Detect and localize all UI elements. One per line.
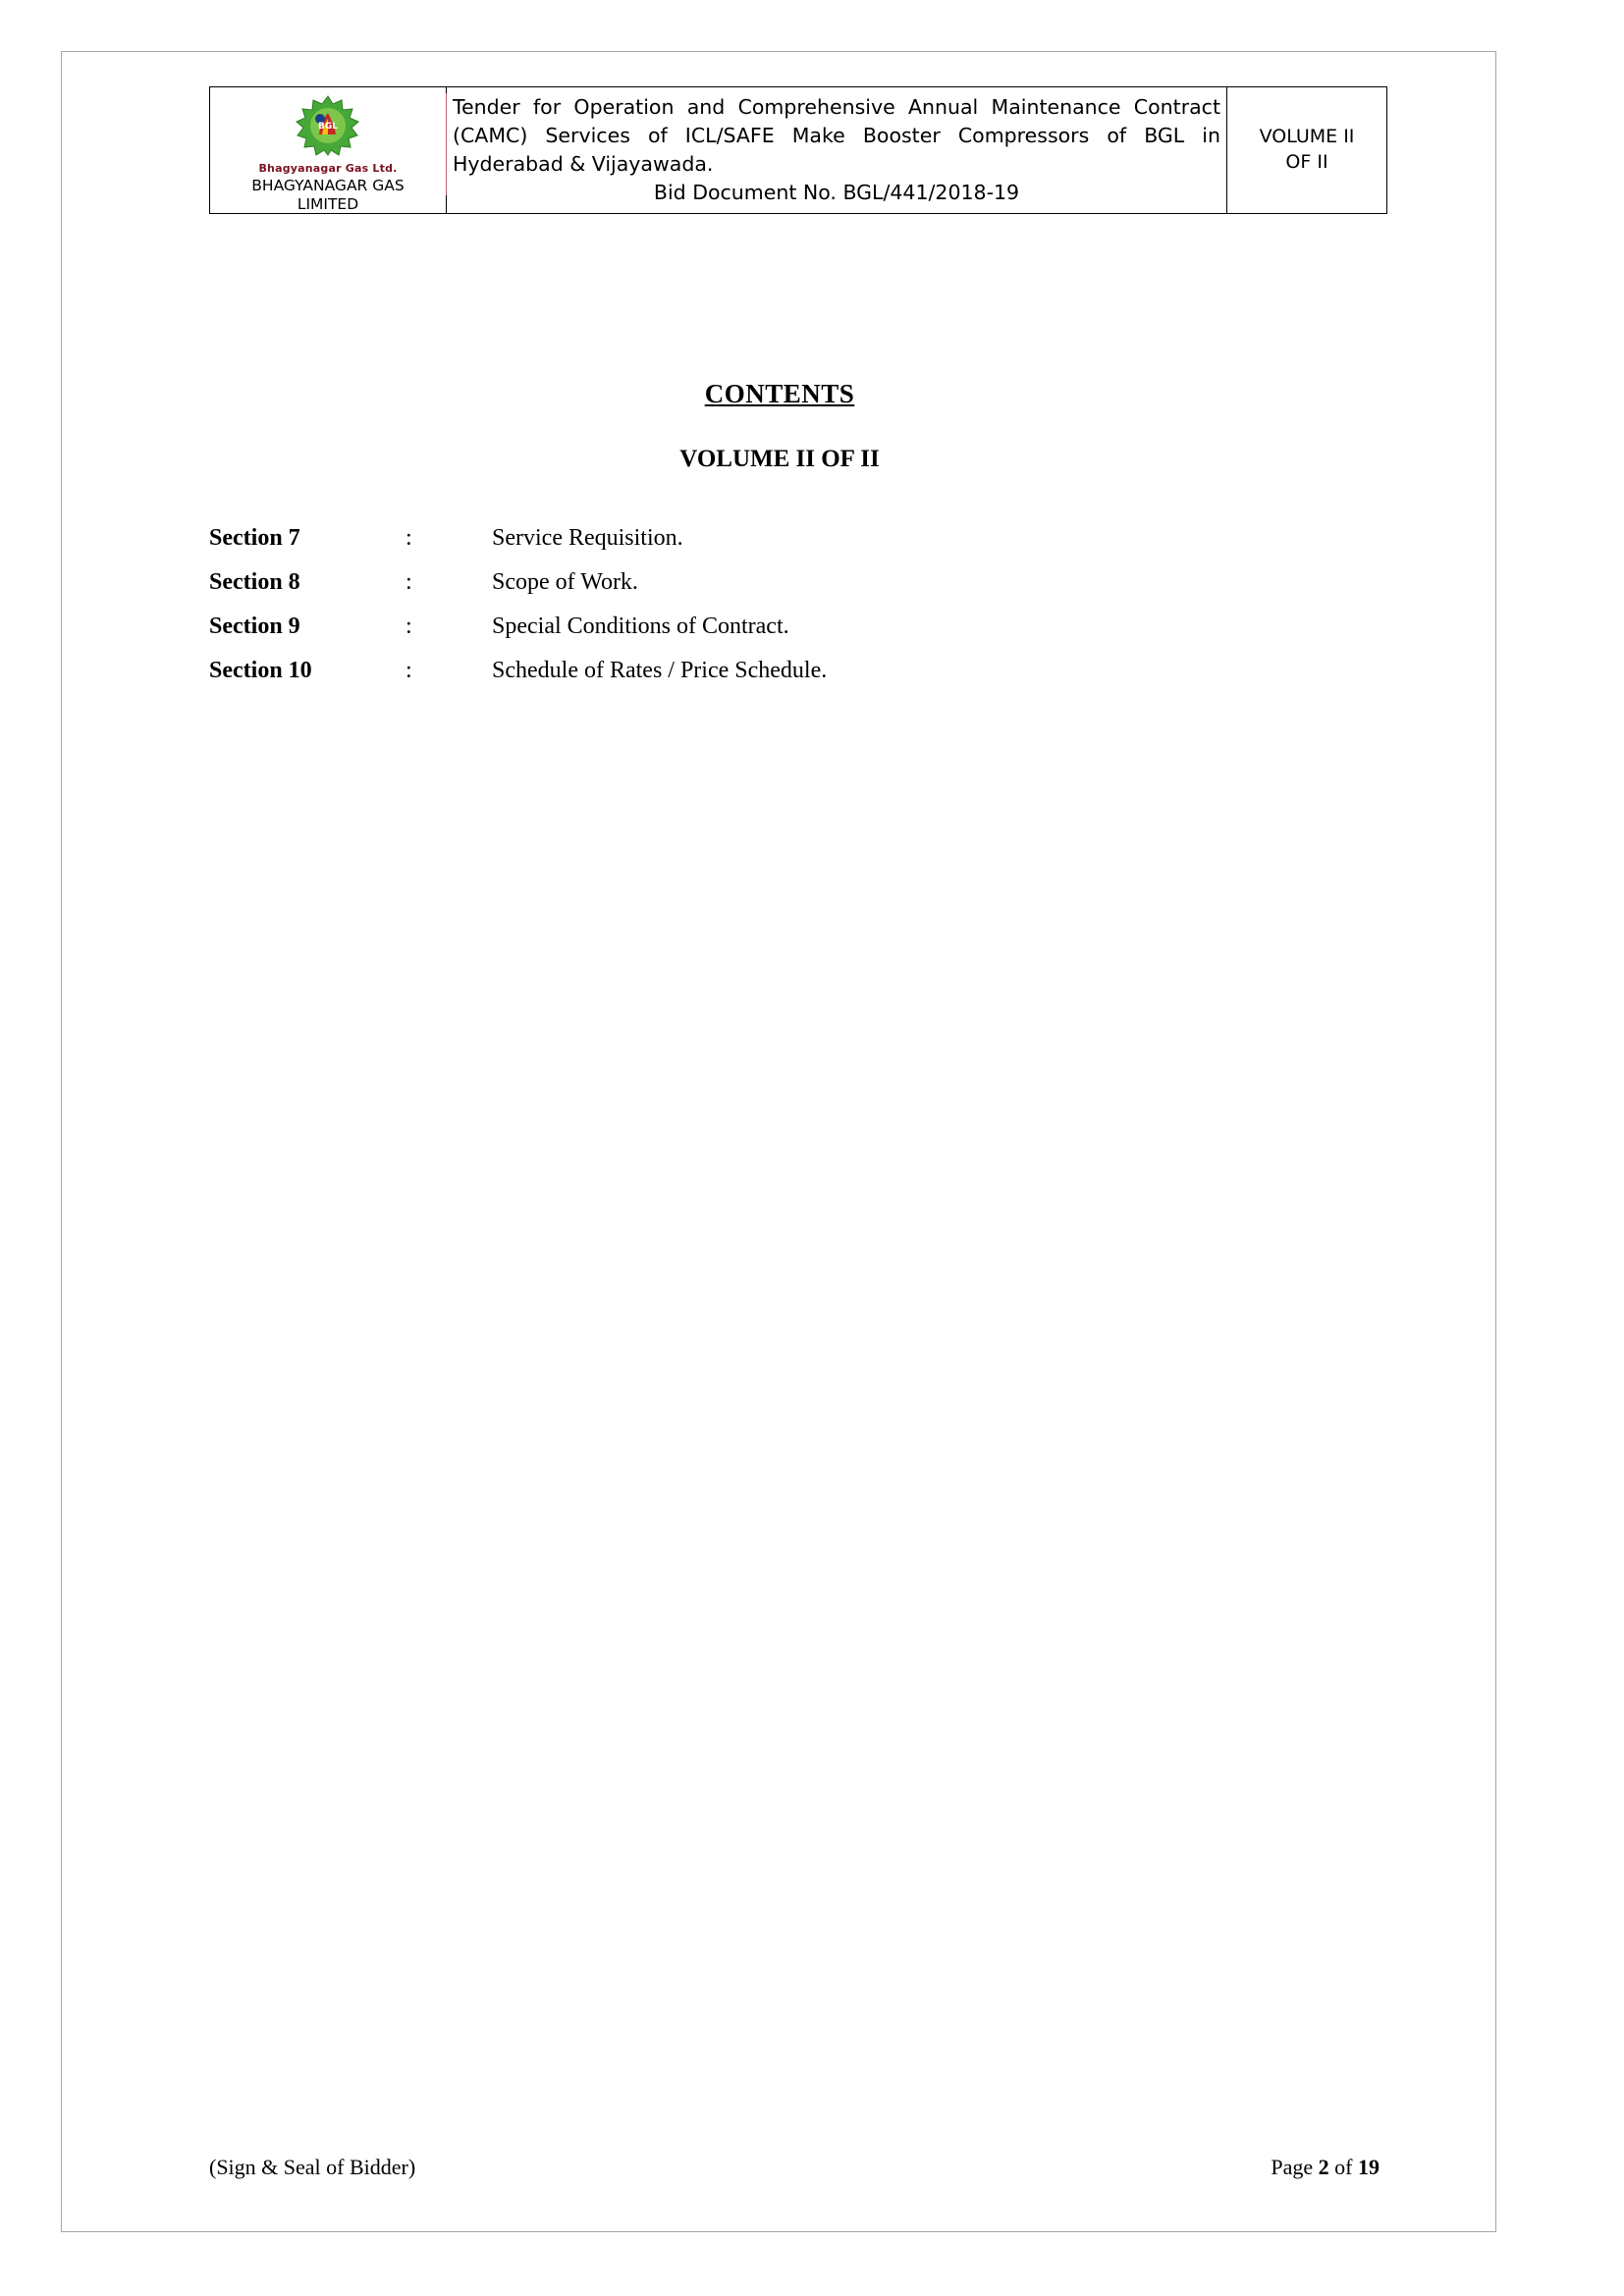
header-volume-cell [1227, 87, 1387, 214]
toc-separator: : [406, 569, 412, 595]
logo-wrap [216, 91, 440, 214]
company-name-line1: BHAGYANAGAR GAS [251, 177, 405, 194]
table-row [209, 658, 827, 702]
header-title-cell [447, 87, 1227, 214]
toc-section-description: Schedule of Rates / Price Schedule. [492, 658, 828, 683]
bid-document-number: Bid Document No. BGL/441/2018-19 [653, 181, 1020, 205]
table-row [209, 614, 827, 658]
toc-section-label: Section 9 [209, 614, 300, 639]
logo-divider [446, 93, 447, 195]
table-of-contents [209, 525, 827, 702]
company-name-line2: LIMITED [297, 195, 359, 214]
bgl-sunburst-icon [216, 91, 440, 168]
page-footer [209, 2155, 1380, 2180]
footer-signature-label: (Sign & Seal of Bidder) [209, 2155, 416, 2179]
toc-separator: : [406, 658, 412, 683]
toc-section-label: Section 7 [209, 525, 300, 551]
document-page [61, 51, 1496, 2232]
footer-page-number [1271, 2155, 1380, 2180]
logo-caption: Bhagyanagar Gas Ltd. [258, 162, 398, 175]
volume-label [1233, 125, 1380, 175]
tender-title: Tender for Operation and Comprehensive Annual Maintenance Contract (CAMC) Services of ICL/SAFE Make Booster Compressors of BGL in Hyderabad & Vijayawada. [453, 94, 1220, 176]
toc-section-description: Service Requisition. [492, 525, 683, 551]
footer-current-page: 2 [1318, 2155, 1329, 2179]
page-content [209, 86, 1355, 702]
footer-total-pages: 19 [1358, 2155, 1380, 2179]
header-logo-cell [210, 87, 447, 214]
toc-section-description: Scope of Work. [492, 569, 638, 595]
footer-page-prefix: Page [1271, 2155, 1314, 2179]
document-header-table [209, 86, 1387, 214]
toc-section-label: Section 8 [209, 569, 300, 595]
table-row [209, 569, 827, 614]
toc-section-description: Special Conditions of Contract. [492, 614, 789, 639]
toc-separator: : [406, 525, 412, 551]
toc-separator: : [406, 614, 412, 639]
footer-page-of: of [1334, 2155, 1353, 2179]
company-name [216, 177, 440, 215]
table-row [209, 525, 827, 569]
svg-text:BGL: BGL [318, 122, 338, 132]
toc-section-label: Section 10 [209, 658, 312, 683]
volume-label-line1: VOLUME II [1259, 126, 1355, 148]
contents-heading: CONTENTS [704, 379, 855, 408]
volume-heading: VOLUME II OF II [679, 446, 880, 472]
volume-label-line2: OF II [1285, 151, 1328, 173]
